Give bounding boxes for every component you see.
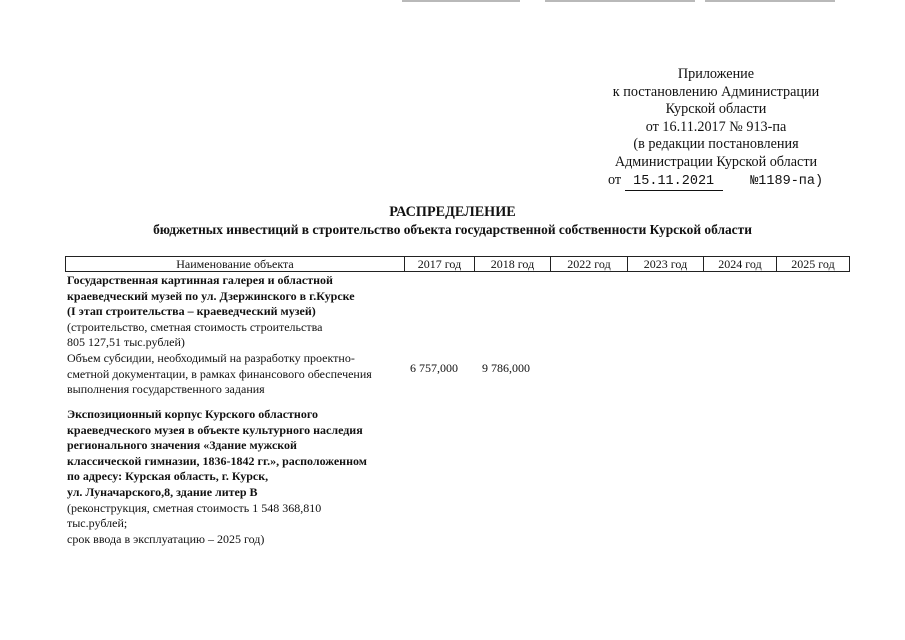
appendix-line: Курской области (665, 101, 767, 118)
value-2018: 9 786,000 (482, 361, 530, 375)
table-row-object-1 (67, 273, 407, 398)
object-detail: срок ввода в эксплуатацию – 2025 год) (67, 531, 265, 546)
object-name-bold: по адресу: Курская область, г. Курск, (67, 469, 269, 484)
document-subtitle: бюджетных инвестиций в строительство объекта государственной собственности Курской области (153, 222, 752, 237)
object-detail: Объем субсидии, необходимый на разработку проектно- (67, 350, 355, 365)
object-detail: 805 127,51 тыс.рублей) (67, 335, 185, 350)
appendix-line: Администрации Курской области (614, 153, 818, 170)
object-detail: выполнения государственного задания (67, 382, 265, 397)
header-year: 2023 год (628, 257, 704, 272)
object-name-bold: Экспозиционный корпус Курского областного (67, 407, 318, 421)
object-name-bold: (I этап строительства – краеведческий музей) (67, 304, 316, 319)
header-object-name: Наименование объекта (66, 257, 405, 272)
value-2017: 6 757,000 (410, 361, 458, 375)
object-name-bold: Государственная картинная галерея и областной (67, 273, 333, 287)
distribution-table-header (65, 256, 850, 272)
appendix-line: Приложение (677, 66, 755, 82)
object-detail: сметной документации, в рамках финансового обеспечения (67, 366, 372, 381)
header-year: 2022 год (551, 257, 628, 272)
table-row-object-2 (67, 407, 407, 547)
object-detail: тыс.рублей; (67, 516, 128, 531)
header-year: 2025 год (777, 257, 850, 272)
object-name-bold: краеведческий музей по ул. Дзержинского в г.Курске (67, 288, 355, 303)
amendment-prefix: от (608, 171, 622, 188)
table-header-row (66, 257, 850, 272)
amendment-date: 15.11.2021 (625, 173, 723, 192)
appendix-line: к постановлению Администрации (612, 83, 820, 100)
document-title: РАСПРЕДЕЛЕНИЕ (389, 204, 516, 220)
object-name-bold: классической гимназии, 1836-1842 гг.», расположенном (67, 453, 367, 468)
object-name-bold: ул. Луначарского,8, здание литер В (67, 484, 258, 499)
scan-top-edge-line (545, 0, 695, 2)
amendment-number: №1189-па) (750, 173, 824, 189)
object-name-bold: регионального значения «Здание мужской (67, 438, 297, 453)
object-name-bold: краеведческого музея в объекте культурного наследия (67, 422, 363, 437)
scan-top-edge-line (705, 0, 835, 2)
amendment-reference (596, 172, 836, 192)
object-detail: (строительство, сметная стоимость строительства (67, 319, 323, 334)
appendix-line: от 16.11.2017 № 913-па (645, 118, 787, 135)
scan-top-edge-line (402, 0, 520, 2)
appendix-block (596, 66, 836, 191)
header-year: 2018 год (475, 257, 551, 272)
header-year: 2024 год (704, 257, 777, 272)
header-year: 2017 год (405, 257, 475, 272)
appendix-line: (в редакции постановления (633, 136, 799, 153)
object-detail: (реконструкция, сметная стоимость 1 548 368,810 (67, 500, 322, 515)
